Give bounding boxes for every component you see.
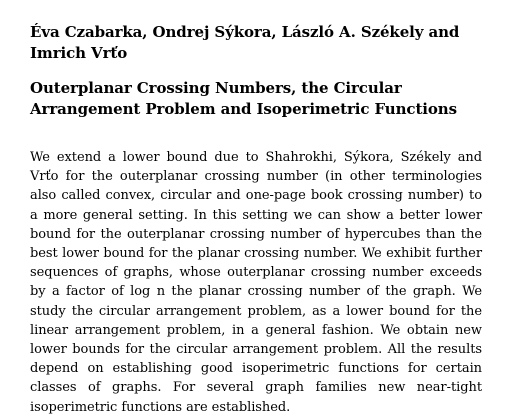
abstract-text: We extend a lower bound due to Shahrokhi, Sýkora, Székely and Vrťo for the outerplanar crossing number (in other terminologies also called convex, circular and one-page book crossing number) to a more general setting. In this setting we can show a better lower bound for the outerplanar crossing number of hypercubes than the best lower bound for the planar crossing number. We exhibit further sequences of graphs, whose outerplanar crossing number exceeds by a factor of log n the planar crossing number of the graph. We study the circular arrangement problem, as a lower bound for the linear arrangement problem, in a general fashion. We obtain new lower bounds for the circular arrangement problem. All the results depend on establishing good isoperimetric functions for certain classes of graphs. For several graph families new near-tight isoperimetric functions are established. — [30, 150, 482, 415]
author-list: Éva Czabarka, Ondrej Sýkora, László A. Székely and Imrich Vrťo — [30, 23, 460, 62]
paper-page — [30, 22, 482, 417]
paper-title: Outerplanar Crossing Numbers, the Circular Arrangement Problem and Isoperimetric Functions — [30, 79, 457, 118]
